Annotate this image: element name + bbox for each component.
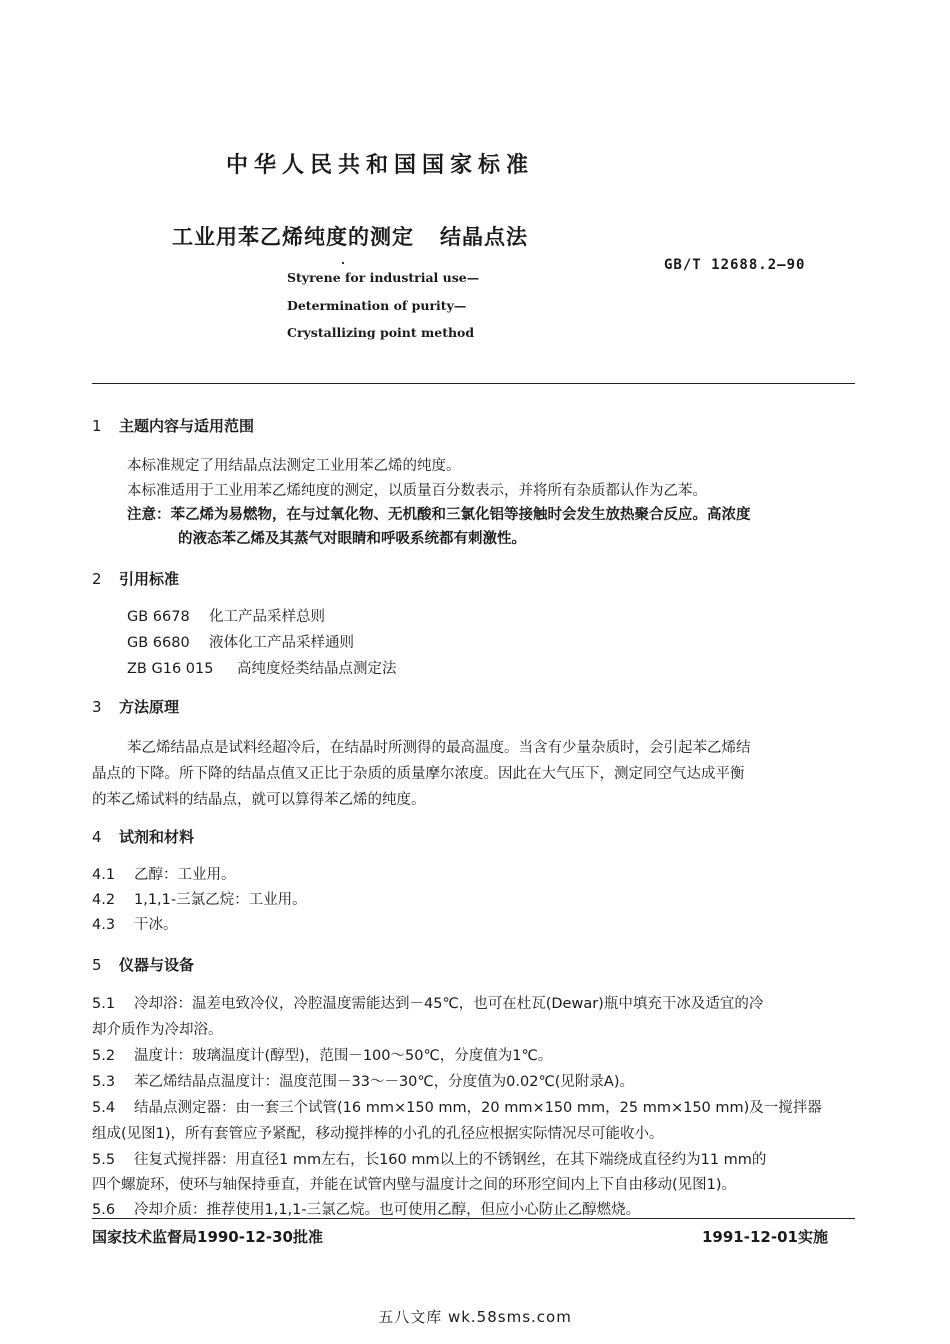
item-number: 5.5 bbox=[92, 1152, 116, 1168]
item-continuation: 四个螺旋环，使环与轴保持垂直，并能在试管内壁与温度计之间的环形空间内上下自由移动(见图1)。 bbox=[92, 1177, 737, 1193]
section-number: 4 bbox=[92, 828, 102, 846]
list-item bbox=[92, 1148, 766, 1169]
section-3-heading bbox=[92, 696, 179, 717]
list-item bbox=[92, 1198, 640, 1219]
approval-date: 国家技术监督局1990-12-30批准 bbox=[92, 1228, 323, 1246]
list-item bbox=[92, 863, 236, 884]
title-en-line-2: Determination of purity— bbox=[287, 298, 467, 313]
reference-code: ZB G16 015 bbox=[127, 661, 214, 677]
item-continuation: 却介质作为冷却浴。 bbox=[92, 1022, 223, 1038]
section-number: 1 bbox=[92, 417, 102, 435]
watermark: 五八文库 wk.58sms.com bbox=[378, 1308, 572, 1326]
reference-item bbox=[127, 657, 397, 678]
section-2-heading bbox=[92, 568, 179, 589]
reference-code: GB 6680 bbox=[127, 635, 190, 651]
document-title-cn bbox=[172, 221, 528, 251]
section-title: 试剂和材料 bbox=[119, 828, 195, 846]
item-text: 1,1,1-三氯乙烷：工业用。 bbox=[134, 892, 307, 908]
item-number: 5.2 bbox=[92, 1048, 116, 1064]
section-number: 2 bbox=[92, 570, 102, 588]
section-5-heading bbox=[92, 954, 194, 975]
document-header: 中华人民共和国国家标准 bbox=[225, 153, 534, 178]
title-en-line-1: Styrene for industrial use— bbox=[287, 270, 480, 285]
section-number: 3 bbox=[92, 698, 102, 716]
section-number: 5 bbox=[92, 956, 102, 974]
section-title: 主题内容与适用范围 bbox=[119, 417, 255, 435]
list-item bbox=[92, 1096, 822, 1117]
implementation-date: 1991-12-01实施 bbox=[702, 1228, 828, 1246]
reference-code: GB 6678 bbox=[127, 609, 190, 625]
item-text: 乙醇：工业用。 bbox=[134, 867, 236, 883]
section-title: 引用标准 bbox=[119, 570, 180, 588]
item-number: 5.3 bbox=[92, 1074, 116, 1090]
item-text: 结晶点测定器：由一套三个试管(16 mm×150 mm，20 mm×150 mm，25 mm×150 mm)及一搅拌器 bbox=[134, 1100, 822, 1116]
item-text: 冷却介质：推荐使用1,1,1-三氯乙烷。也可使用乙醇，但应小心防止乙醇燃烧。 bbox=[134, 1202, 641, 1218]
list-item bbox=[92, 1044, 552, 1065]
paragraph-line: 苯乙烯结晶点是试料经超冷后，在结晶时所测得的最高温度。当含有少量杂质时，会引起苯乙烯结 bbox=[127, 740, 751, 756]
list-item bbox=[92, 992, 763, 1013]
item-number: 4.1 bbox=[92, 867, 116, 883]
header-divider bbox=[92, 383, 855, 384]
standard-code: GB/T 12688.2—90 bbox=[664, 257, 806, 273]
item-number: 5.6 bbox=[92, 1202, 116, 1218]
reference-item bbox=[127, 605, 325, 626]
title-en-line-3: Crystallizing point method bbox=[287, 325, 475, 340]
print-speck bbox=[342, 262, 344, 264]
item-number: 4.2 bbox=[92, 892, 116, 908]
item-number: 5.1 bbox=[92, 996, 116, 1012]
note-line: 的液态苯乙烯及其蒸气对眼睛和呼吸系统都有刺激性。 bbox=[178, 531, 526, 547]
reference-name: 液体化工产品采样通则 bbox=[209, 635, 354, 651]
title-cn-part2: 结晶点法 bbox=[440, 225, 528, 249]
section-title: 方法原理 bbox=[119, 698, 180, 716]
paragraph-line: 晶点的下降。所下降的结晶点值又正比于杂质的质量摩尔浓度。因此在大气压下，测定同空气达成平衡 bbox=[92, 766, 745, 782]
item-continuation: 组成(见图1)，所有套管应予紧配，移动搅拌棒的小孔的孔径应根据实际情况尽可能收小。 bbox=[92, 1126, 664, 1142]
item-text: 温度计：玻璃温度计(醇型)，范围－100～50℃，分度值为1℃。 bbox=[134, 1048, 553, 1064]
footer-divider bbox=[92, 1218, 855, 1219]
note-line: 注意：苯乙烯为易燃物，在与过氧化物、无机酸和三氯化铝等接触时会发生放热聚合反应。高浓度 bbox=[127, 507, 751, 523]
reference-name: 高纯度烃类结晶点测定法 bbox=[237, 661, 397, 677]
item-text: 干冰。 bbox=[134, 917, 178, 933]
reference-item bbox=[127, 631, 354, 652]
item-number: 5.4 bbox=[92, 1100, 116, 1116]
paragraph: 本标准规定了用结晶点法测定工业用苯乙烯的纯度。 bbox=[127, 458, 461, 474]
list-item bbox=[92, 1070, 634, 1091]
item-text: 往复式搅拌器：用直径1 mm左右，长160 mm以上的不锈钢丝，在其下端绕成直径约为11 mm的 bbox=[134, 1152, 767, 1168]
section-4-heading bbox=[92, 826, 194, 847]
title-cn-part1: 工业用苯乙烯纯度的测定 bbox=[172, 225, 414, 249]
list-item bbox=[92, 913, 178, 934]
paragraph-line: 的苯乙烯试料的结晶点，就可以算得苯乙烯的纯度。 bbox=[92, 792, 426, 808]
paragraph: 本标准适用于工业用苯乙烯纯度的测定，以质量百分数表示，并将所有杂质都认作为乙苯。 bbox=[127, 483, 707, 499]
item-number: 4.3 bbox=[92, 917, 116, 933]
reference-name: 化工产品采样总则 bbox=[209, 609, 325, 625]
section-title: 仪器与设备 bbox=[119, 956, 195, 974]
list-item bbox=[92, 888, 307, 909]
section-1-heading bbox=[92, 415, 254, 436]
item-text: 苯乙烯结晶点温度计：温度范围－33～－30℃，分度值为0.02℃(见附录A)。 bbox=[134, 1074, 634, 1090]
item-text: 冷却浴：温差电致冷仪，冷腔温度需能达到－45℃，也可在杜瓦(Dewar)瓶中填充干冰及适宜的冷 bbox=[134, 996, 764, 1012]
